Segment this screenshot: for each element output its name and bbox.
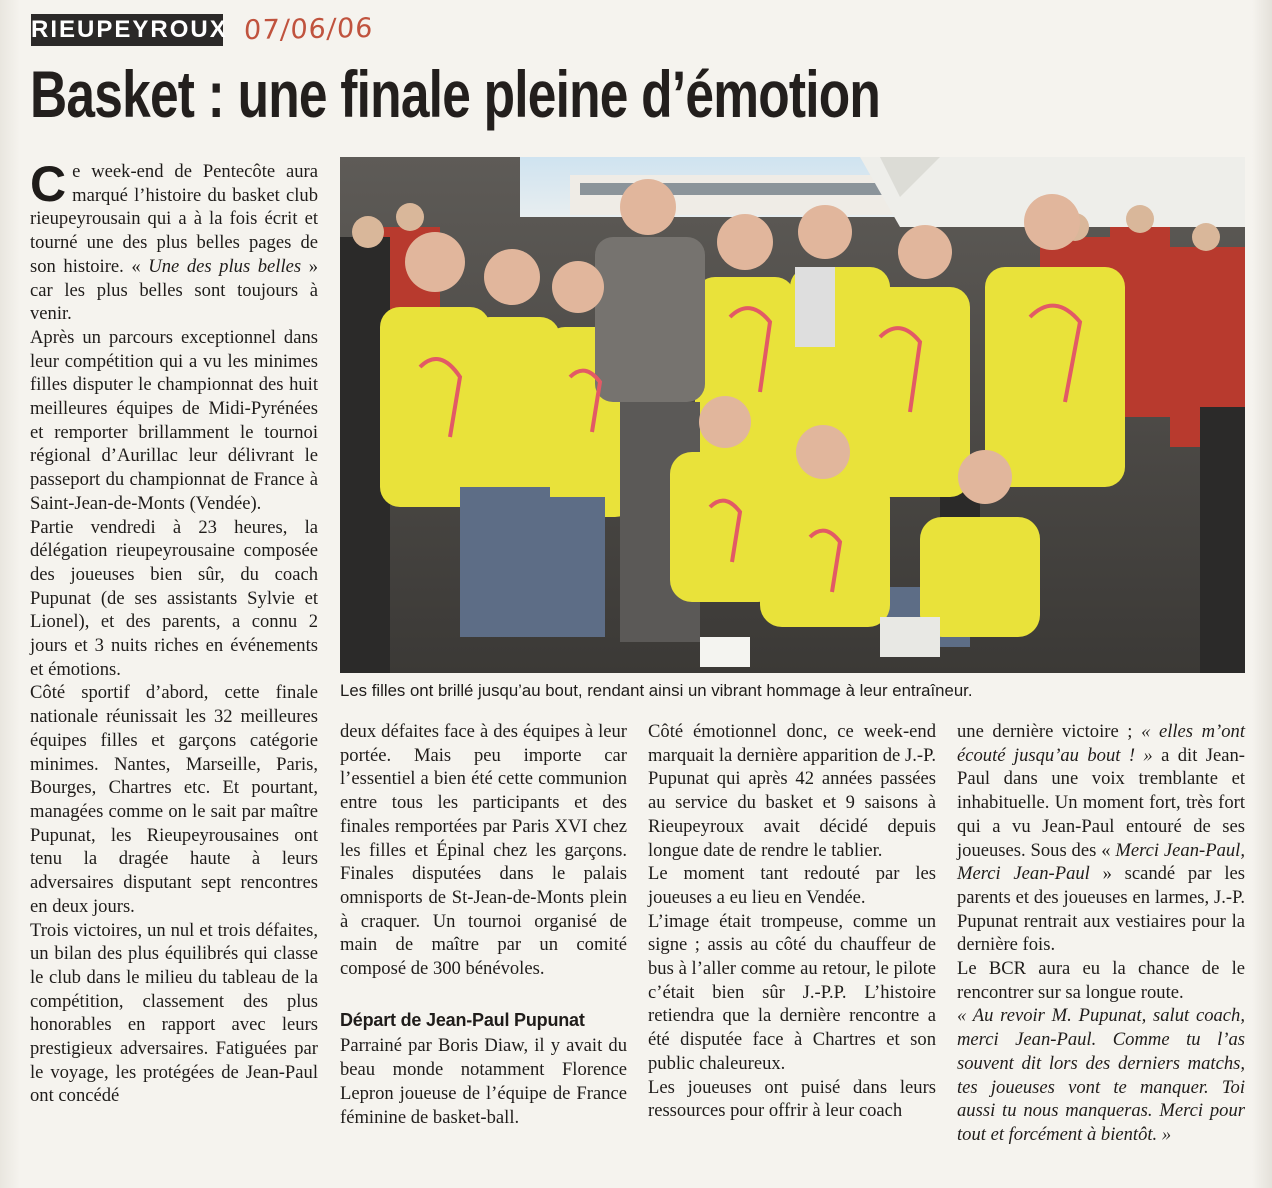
headline: Basket : une finale pleine d’émotion xyxy=(30,57,881,131)
paragraph: Le BCR aura eu la chance de le rencontrer sur sa longue route. xyxy=(957,958,1245,1003)
article-column-2 xyxy=(340,720,627,1129)
paragraph: Côté émotionnel donc, ce week-end marquait la dernière apparition de J.-P. Pupunat qui après 42 années passées au service du basket et 9 saisons à Rieupeyroux avait décidé depuis longue date de rendre le tablier. xyxy=(648,721,936,861)
article-column-3 xyxy=(648,720,936,1123)
section-label: RIEUPEYROUX xyxy=(31,14,223,46)
paragraph: Les joueuses ont puisé dans leurs ressources pour offrir à leur coach xyxy=(648,1076,936,1122)
paragraph: L’image était trompeuse, comme un signe ; assis au côté du chauffeur de bus à l’aller comme au retour, le pilote c’était bien sûr J.-P.P. L’histoire retiendra que la dernière rencontre a été disputée face à Chartres et son public chaleureux. xyxy=(648,910,936,1074)
paragraph: Trois victoires, un nul et trois défaites, un bilan des plus équilibrés qui classe le club dans le milieu du tableau de la compétition, classement des plus honorables en rapport avec leurs prestigieux adversaires. Fatiguées par le voyage, les protégées de Jean-Paul ont concédé xyxy=(30,919,318,1107)
paragraph: Le moment tant redouté par les joueuses a eu lieu en Vendée. xyxy=(648,863,936,908)
team-photo-illustration xyxy=(340,157,1245,673)
quote: Une des plus belles xyxy=(148,255,302,277)
quote: « elles m’ont écouté jusqu’au bout ! » xyxy=(957,721,1246,766)
drop-cap: C xyxy=(30,156,67,212)
paragraph: deux défaites face à des équipes à leur portée. Mais peu importe car l’essentiel a bien été cette communion entre tous les participants et des finales remportées par Paris XVI chez les filles et Épinal chez les garçons. Finales disputées dans le palais omnisports de St-Jean-de-Monts plein à craquer. Un tournoi organisé de main de maître par un comité composé de 300 bénévoles. xyxy=(340,721,627,980)
paragraph: Partie vendredi à 23 heures, la délégation rieupeyrousaine composée des joueuses bien sûr, du coach Pupunat (de ses assistants Sylvie et Lionel), et des parents, a connu 2 jours et 3 nuits riches en événements et émotions. xyxy=(30,516,318,680)
handwritten-date: 07/06/06 xyxy=(243,12,375,47)
photo-caption: Les filles ont brillé jusqu’au bout, rendant ainsi un vibrant hommage à leur entraîneur. xyxy=(340,681,973,700)
paragraph: une dernière victoire ; « elles m’ont écouté jusqu’au bout ! » a dit Jean-Paul dans une voix tremblante et inhabituelle. Un moment fort, très fort qui a vu Jean-Paul entouré de ses joueuses. Sous des « Merci Jean-Paul, Merci Jean-Paul » scandé par les parents et des joueuses en larmes, J.-P. Pupunat rentrait aux vestiaires pour la dernière fois. xyxy=(957,721,1246,956)
paragraph: Côté sportif d’abord, cette finale nationale réunissait les 32 meilleures équipes filles et garçons catégorie minimes. Nantes, Marseille, Paris, Bourges, Chartres etc. Et pourtant, managées comme on le sait par maître Pupunat, les Rieupeyrousaines ont tenu la dragée haute à leurs adversaires disputant sept rencontres en deux jours. xyxy=(30,682,318,917)
paragraph: Après un parcours exceptionnel dans leur compétition qui a vu les minimes filles disputer le championnat des huit meilleures équipes de Midi-Pyrénées et remporter brillamment le tournoi régional d’Aurillac leur délivrant le passeport du championnat de France à Saint-Jean-de-Monts (Vendée). xyxy=(30,326,318,514)
paragraph: Parrainé par Boris Diaw, il y avait du beau monde notamment Florence Lepron joueuse de l’équipe de France féminine de basket-ball. xyxy=(340,1035,627,1128)
closing-quote: « Au revoir M. Pupunat, salut coach, merci Jean-Paul. Comme tu l’as souvent dit lors des derniers matchs, tes joueuses vont te manquer. Toi aussi tu nous manqueras. Merci pour tout et forcément à bientôt. » xyxy=(957,1005,1245,1145)
quote: Merci Jean-Paul, Merci Jean-Paul xyxy=(957,839,1245,885)
subheading: Départ de Jean-Paul Pupunat xyxy=(340,1009,585,1030)
article-column-1 xyxy=(30,156,318,1108)
team-photo xyxy=(340,157,1245,673)
article-column-4 xyxy=(957,720,1245,1147)
paragraph: Ce week-end de Pentecôte aura marqué l’histoire du basket club rieupeyrousain qui a à la fois écrit et tourné une des plus belles pages de son histoire. « Une des plus belles » car les plus belles sont toujours à venir. xyxy=(30,156,318,325)
